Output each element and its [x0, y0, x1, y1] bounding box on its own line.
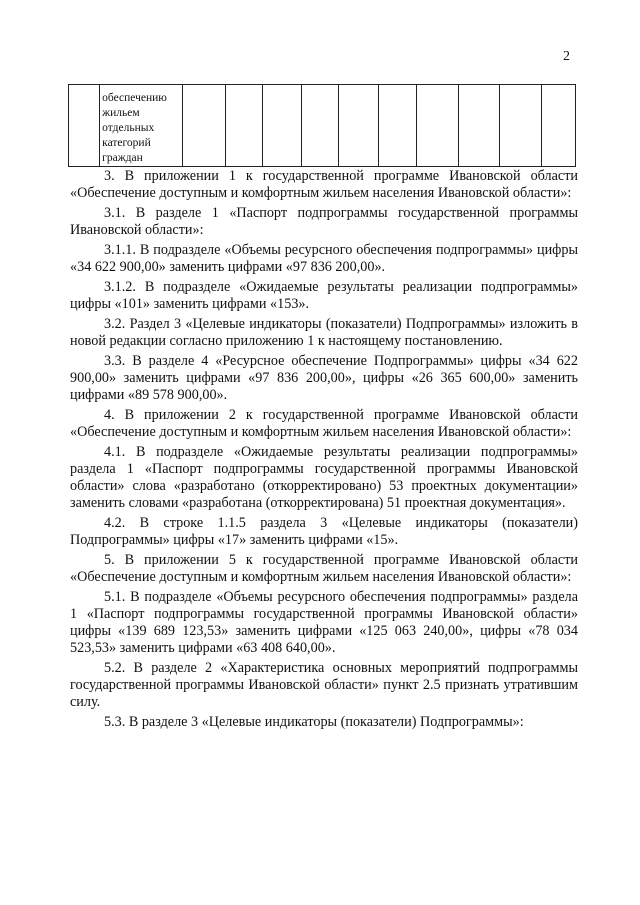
table-cell — [458, 85, 500, 167]
table-cell — [225, 85, 262, 167]
table-cell — [183, 85, 226, 167]
table-fragment — [68, 84, 576, 167]
paragraph-4-1: 4.1. В подразделе «Ожидаемые результаты реализации подпрограммы» раздела 1 «Паспорт подпрограммы государственной программы Ивановской области» слова «разработано (откорректировано) 53 проектных документации» заменить словами «разработана (откорректирована) 51 проектная документация». — [70, 444, 578, 511]
paragraph-3-1: 3.1. В разделе 1 «Паспорт подпрограммы государственной программы Ивановской области»: — [70, 205, 578, 238]
table-cell — [378, 85, 416, 167]
table-cell — [541, 85, 575, 167]
paragraph-3-1-1: 3.1.1. В подразделе «Объемы ресурсного обеспечения подпрограммы» цифры «34 622 900,00» заменить цифрами «97 836 200,00». — [70, 242, 578, 275]
table-cell — [416, 85, 458, 167]
paragraph-3-3: 3.3. В разделе 4 «Ресурсное обеспечение Подпрограммы» цифры «34 622 900,00» заменить цифрами «97 836 200,00», цифры «26 365 600,00» заменить цифрами «89 578 900,00». — [70, 353, 578, 403]
paragraph-5-2: 5.2. В разделе 2 «Характеристика основных мероприятий подпрограммы государственной программы Ивановской области» пункт 2.5 признать утратившим силу. — [70, 660, 578, 710]
paragraph-5: 5. В приложении 5 к государственной программе Ивановской области «Обеспечение доступным и комфортным жильем населения Ивановской области»: — [70, 552, 578, 585]
table-cell — [263, 85, 301, 167]
table-cell — [69, 85, 100, 167]
paragraph-3-2: 3.2. Раздел 3 «Целевые индикаторы (показатели) Подпрограммы» изложить в новой редакции согласно приложению 1 к настоящему постановлению. — [70, 316, 578, 349]
page-number: 2 — [563, 49, 570, 64]
paragraph-3: 3. В приложении 1 к государственной программе Ивановской области «Обеспечение доступным и комфортным жильем населения Ивановской области»: — [70, 168, 578, 201]
paragraph-5-1: 5.1. В подразделе «Объемы ресурсного обеспечения подпрограммы» раздела 1 «Паспорт подпрограммы государственной программы Ивановской области» цифры «139 689 123,53» заменить цифрами «125 063 240,00», цифры «78 034 523,53» заменить цифрами «63 408 640,00». — [70, 589, 578, 656]
document-body — [70, 168, 578, 734]
paragraph-5-3: 5.3. В разделе 3 «Целевые индикаторы (показатели) Подпрограммы»: — [104, 714, 524, 730]
table-cell — [339, 85, 378, 167]
paragraph-4: 4. В приложении 2 к государственной программе Ивановской области «Обеспечение доступным и комфортным жильем населения Ивановской области»: — [70, 407, 578, 440]
table-cell — [301, 85, 338, 167]
paragraph-4-2: 4.2. В строке 1.1.5 раздела 3 «Целевые индикаторы (показатели) Подпрограммы» цифры «17» заменить цифрами «15». — [70, 515, 578, 548]
table-cell-text: обеспечению жильем отдельных категорий граждан — [102, 92, 167, 164]
paragraph-3-1-2: 3.1.2. В подразделе «Ожидаемые результаты реализации подпрограммы» цифры «101» заменить цифрами «153». — [70, 279, 578, 312]
table-cell — [500, 85, 542, 167]
table-cell — [100, 85, 183, 167]
